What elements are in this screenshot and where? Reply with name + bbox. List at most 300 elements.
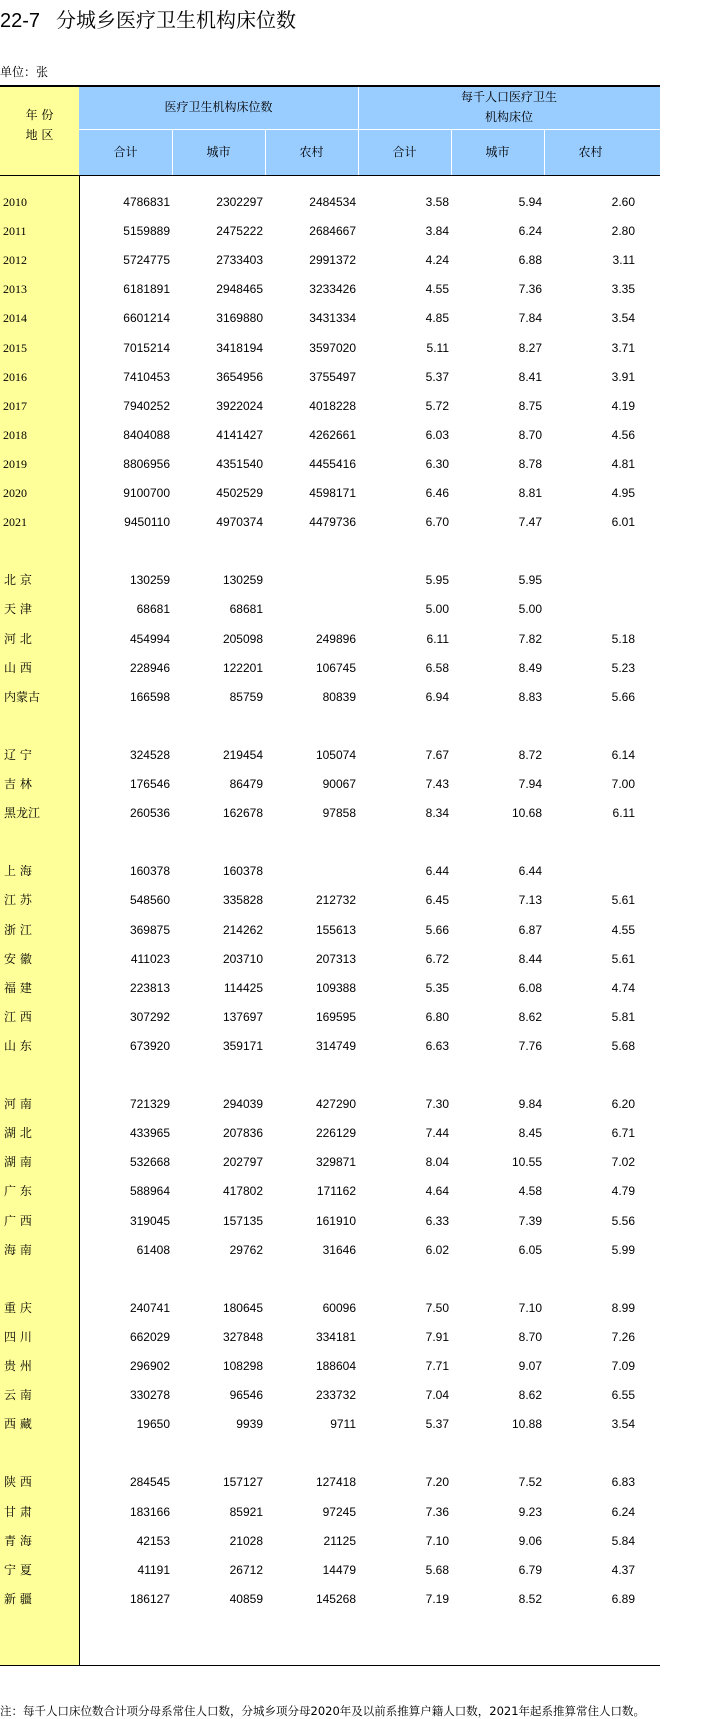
table-cell: 207313: [315, 951, 356, 966]
table-cell: 7.13: [518, 893, 542, 908]
table-cell: 6601214: [123, 311, 170, 326]
table-cell: 7.52: [518, 1475, 542, 1490]
table-cell: 335828: [222, 893, 263, 908]
table-cell: 9.23: [518, 1504, 542, 1519]
table-number: 22-7: [0, 10, 41, 32]
table-cell: 433965: [129, 1126, 170, 1141]
table-cell: 548560: [129, 893, 170, 908]
table-cell: 6.24: [611, 1504, 635, 1519]
table-cell: 9.07: [518, 1359, 542, 1373]
row-label-year: 2015: [3, 340, 27, 355]
table-cell: 6.05: [518, 1242, 542, 1257]
table-cell: 7.10: [425, 1533, 449, 1548]
row-label-region: 黑龙江: [4, 806, 41, 821]
table-cell: 6.33: [425, 1213, 449, 1228]
table-cell: 6.87: [518, 922, 542, 937]
table-cell: 5.00: [518, 602, 542, 617]
table-cell: 3431334: [309, 311, 356, 326]
table-cell: 6.45: [425, 893, 449, 908]
table-cell: 4351540: [216, 456, 263, 471]
table-cell: 7.91: [425, 1329, 449, 1344]
table-cell: 369875: [129, 922, 170, 937]
row-label-region: 陕 西: [4, 1475, 32, 1490]
table-cell: 330278: [129, 1388, 170, 1403]
row-label-region: 湖 南: [4, 1155, 32, 1170]
table-cell: 3654956: [216, 369, 263, 384]
header-divider-left: [79, 129, 358, 130]
table-cell: 9711: [330, 1417, 356, 1432]
row-label-year: 2020: [3, 486, 27, 500]
table-cell: 8.81: [518, 486, 542, 500]
table-cell: 97858: [322, 806, 356, 821]
row-label-region: 西 藏: [4, 1417, 32, 1432]
row-label-region: 甘 肃: [4, 1504, 32, 1519]
row-label-region: 山 东: [4, 1038, 32, 1053]
row-label-region: 福 建: [4, 980, 32, 995]
table-cell: 68681: [136, 602, 170, 617]
table-cell: 6.55: [611, 1388, 635, 1403]
row-label-year: 2017: [3, 398, 27, 413]
table-cell: 203710: [222, 951, 263, 966]
table-cell: 108298: [222, 1359, 263, 1373]
table-cell: 5.68: [611, 1038, 635, 1053]
header-col-total-per-thousand: 合计: [392, 145, 417, 159]
table-cell: 7015214: [123, 340, 170, 355]
table-cell: 8.62: [518, 1388, 542, 1403]
table-cell: 157127: [222, 1475, 263, 1490]
table-cell: 7.76: [518, 1038, 542, 1053]
table-cell: 7.67: [425, 747, 449, 762]
table-cell: 3418194: [216, 340, 263, 355]
table-cell: 223813: [129, 980, 170, 995]
table-cell: 7.00: [611, 777, 635, 791]
table-cell: 5.18: [611, 631, 635, 646]
header-group-per-thousand: 每千人口医疗卫生: [460, 90, 557, 104]
table-cell: 130259: [222, 573, 263, 588]
header-col-rural-per-thousand: 农村: [578, 145, 603, 159]
bottom-rule: [0, 1665, 660, 1666]
row-label-region: 云 南: [4, 1388, 32, 1403]
table-cell: 5.68: [425, 1562, 449, 1577]
header-col-urban-per-thousand: 城市: [485, 145, 510, 159]
table-cell: 296902: [129, 1359, 170, 1373]
table-cell: 228946: [129, 660, 170, 675]
table-cell: 5.95: [425, 573, 449, 588]
row-label-year: 2012: [3, 253, 27, 268]
table-cell: 6.70: [425, 515, 449, 530]
table-cell: 8.70: [518, 1329, 542, 1344]
table-cell: 6.88: [518, 253, 542, 268]
table-cell: 3.54: [611, 311, 635, 326]
table-cell: 5724775: [123, 253, 170, 268]
table-cell: 4141427: [216, 427, 263, 442]
table-cell: 6.11: [426, 631, 449, 646]
row-label-region: 河 北: [4, 631, 32, 646]
table-cell: 176546: [129, 777, 170, 791]
table-cell: 319045: [129, 1213, 170, 1228]
table-cell: 2684667: [309, 224, 356, 239]
table-cell: 284545: [129, 1475, 170, 1490]
table-cell: 4262661: [309, 427, 356, 442]
table-cell: 4.55: [611, 922, 635, 937]
table-cell: 411023: [130, 951, 170, 966]
table-cell: 8806956: [123, 456, 170, 471]
table-cell: 7.26: [611, 1329, 635, 1344]
table-cell: 6.08: [518, 980, 542, 995]
table-cell: 294039: [222, 1097, 263, 1112]
table-cell: 6.24: [518, 224, 542, 239]
table-cell: 8.45: [518, 1126, 542, 1141]
table-cell: 3169880: [216, 311, 263, 326]
table-cell: 9100700: [123, 486, 170, 500]
table-cell: 454994: [129, 631, 170, 646]
table-cell: 9450110: [124, 515, 170, 530]
table-cell: 2991372: [309, 253, 356, 268]
header-divider: [358, 129, 660, 130]
table-cell: 5.61: [611, 951, 635, 966]
table-cell: 8.75: [518, 398, 542, 413]
table-cell: 6.83: [611, 1475, 635, 1490]
footnote: 注：每千人口床位数合计项分母系常住人口数，分城乡项分母2020年及以前系推算户籍人口数，2021年起系推算常住人口数。: [0, 1704, 646, 1718]
top-rule: [0, 85, 660, 87]
table-cell: 10.68: [511, 806, 542, 821]
table-cell: 14479: [322, 1562, 356, 1577]
table-cell: 8.78: [518, 456, 542, 471]
table-cell: 7410453: [123, 369, 170, 384]
table-cell: 5.61: [611, 893, 635, 908]
table-cell: 7.10: [518, 1300, 542, 1315]
data-table: [0, 85, 660, 1666]
table-cell: 86479: [229, 777, 263, 791]
table-cell: 161910: [315, 1213, 356, 1228]
table-cell: 4.95: [611, 486, 635, 500]
table-cell: 359171: [222, 1038, 263, 1053]
table-cell: 3.11: [612, 253, 635, 268]
table-cell: 29762: [229, 1242, 263, 1257]
table-cell: 42153: [136, 1533, 170, 1548]
table-cell: 186127: [129, 1591, 170, 1606]
table-cell: 4970374: [216, 515, 263, 530]
row-label-year: 2019: [3, 456, 27, 471]
table-cell: 7.04: [425, 1388, 449, 1403]
table-cell: 6.20: [611, 1097, 635, 1112]
table-cell: 4598171: [309, 486, 356, 500]
table-cell: 249896: [315, 631, 356, 646]
table-cell: 7.82: [518, 631, 542, 646]
table-cell: 7.44: [425, 1126, 449, 1141]
table-cell: 5.11: [426, 340, 449, 355]
table-cell: 7.84: [518, 311, 542, 326]
row-label-region: 湖 北: [4, 1126, 32, 1141]
table-cell: 68681: [229, 602, 263, 617]
table-cell: 4455416: [309, 456, 356, 471]
table-cell: 41191: [137, 1562, 170, 1577]
table-cell: 7.71: [425, 1359, 449, 1373]
row-label-region: 天 津: [4, 602, 32, 617]
row-label-region: 河 南: [4, 1097, 32, 1112]
page-title: [0, 4, 296, 33]
table-cell: 2948465: [216, 282, 263, 297]
table-cell: 4.74: [611, 980, 635, 995]
table-cell: 162678: [222, 806, 263, 821]
row-label-region: 辽 宁: [4, 747, 32, 762]
unit-label: 单位：张: [0, 65, 49, 79]
table-cell: 324528: [129, 747, 170, 762]
row-label-region: 江 西: [4, 1009, 32, 1024]
table-cell: 8.49: [518, 660, 542, 675]
table-cell: 214262: [222, 922, 263, 937]
table-cell: 5.35: [425, 980, 449, 995]
row-label-region: 山 西: [4, 660, 32, 675]
table-cell: 31646: [322, 1242, 356, 1257]
table-cell: 90067: [322, 777, 356, 791]
table-cell: 6.14: [611, 747, 635, 762]
table-cell: 3.71: [611, 340, 635, 355]
table-cell: 127418: [315, 1475, 356, 1490]
table-cell: 2.60: [611, 195, 635, 209]
table-cell: 169595: [315, 1009, 356, 1024]
table-cell: 8.34: [425, 806, 449, 821]
table-cell: 105074: [315, 747, 356, 762]
table-cell: 4018228: [309, 398, 356, 413]
header-bottom-rule: [0, 175, 660, 176]
table-cell: 2484534: [309, 195, 356, 209]
table-cell: 9.84: [518, 1097, 542, 1112]
table-cell: 183166: [129, 1504, 170, 1519]
table-cell: 7.36: [518, 282, 542, 297]
header-col-urban: 城市: [206, 145, 231, 159]
table-cell: 7.09: [611, 1359, 635, 1373]
table-cell: 7.39: [518, 1213, 542, 1228]
table-cell: 8.99: [611, 1300, 635, 1315]
table-cell: 5.00: [425, 602, 449, 617]
table-cell: 5.37: [425, 1417, 449, 1432]
table-cell: 106745: [315, 660, 356, 675]
table-cell: 7.02: [611, 1155, 635, 1170]
table-cell: 6.03: [425, 427, 449, 442]
table-cell: 307292: [129, 1009, 170, 1024]
table-cell: 97245: [322, 1504, 356, 1519]
table-cell: 3.58: [425, 195, 449, 209]
table-cell: 2.80: [611, 224, 635, 239]
table-cell: 3233426: [309, 282, 356, 297]
table-cell: 205098: [222, 631, 263, 646]
table-title: 分城乡医疗卫生机构床位数: [56, 8, 297, 32]
table-cell: 202797: [222, 1155, 263, 1170]
row-label-region: 北 京: [4, 573, 32, 588]
table-cell: 6.71: [611, 1126, 635, 1141]
table-cell: 2475222: [216, 224, 263, 239]
table-cell: 4786831: [123, 195, 170, 209]
table-cell: 109388: [315, 980, 356, 995]
table-cell: 26712: [229, 1562, 263, 1577]
table-cell: 5.72: [425, 398, 449, 413]
table-cell: 4.79: [611, 1184, 635, 1199]
table-cell: 8.62: [518, 1009, 542, 1024]
table-cell: 6.30: [425, 456, 449, 471]
table-cell: 8.83: [518, 689, 542, 704]
table-cell: 8404088: [123, 427, 170, 442]
table-cell: 6.79: [518, 1562, 542, 1577]
table-cell: 171162: [316, 1184, 356, 1199]
table-cell: 3755497: [309, 369, 356, 384]
table-cell: 6.44: [518, 864, 542, 879]
table-cell: 2302297: [216, 195, 263, 209]
table-cell: 662029: [129, 1329, 170, 1344]
table-cell: 427290: [315, 1097, 356, 1112]
table-cell: 673920: [129, 1038, 170, 1053]
table-cell: 7.94: [518, 777, 542, 791]
table-cell: 721329: [129, 1097, 170, 1112]
table-cell: 3.54: [611, 1417, 635, 1432]
table-cell: 8.70: [518, 427, 542, 442]
table-cell: 21125: [323, 1533, 356, 1548]
row-label-region: 重 庆: [4, 1300, 32, 1315]
table-cell: 4.56: [611, 427, 635, 442]
table-cell: 3.91: [611, 369, 635, 384]
row-label-year: 2016: [3, 369, 27, 384]
table-cell: 3922024: [216, 398, 263, 413]
table-cell: 85759: [229, 689, 263, 704]
table-cell: 4.64: [425, 1184, 449, 1199]
row-label-year: 2018: [3, 427, 27, 442]
table-cell: 5.95: [518, 573, 542, 588]
table-cell: 7.20: [425, 1475, 449, 1490]
row-label-year: 2010: [3, 195, 27, 209]
table-cell: 329871: [315, 1155, 356, 1170]
table-cell: 327848: [222, 1329, 263, 1344]
table-cell: 19650: [136, 1417, 170, 1432]
table-cell: 160378: [222, 864, 263, 879]
table-cell: 188604: [315, 1359, 356, 1373]
table-cell: 6.02: [425, 1242, 449, 1257]
table-cell: 6.11: [612, 806, 635, 821]
table-cell: 85921: [229, 1504, 263, 1519]
table-cell: 21028: [229, 1533, 263, 1548]
table-cell: 7.43: [425, 777, 449, 791]
table-cell: 155613: [315, 922, 356, 937]
header-group-per-thousand-line2: 机构床位: [484, 110, 533, 124]
row-label-region: 上 海: [4, 864, 32, 879]
table-cell: 4.37: [611, 1562, 635, 1577]
row-label-year: 2014: [3, 311, 27, 326]
table-cell: 122201: [222, 660, 263, 675]
table-cell: 61408: [136, 1242, 170, 1257]
table-cell: 114425: [223, 980, 263, 995]
table-cell: 3.35: [611, 282, 635, 297]
table-cell: 10.55: [511, 1155, 542, 1170]
header-col-total: 合计: [113, 145, 138, 159]
table-cell: 5159889: [123, 224, 170, 239]
table-cell: 240741: [129, 1300, 170, 1315]
table-cell: 314749: [315, 1038, 356, 1053]
stub-header-region: 地 区: [25, 128, 54, 142]
table-cell: 4.19: [611, 398, 635, 413]
table-cell: 80839: [322, 689, 356, 704]
table-cell: 6.44: [425, 864, 449, 879]
row-label-region: 海 南: [4, 1242, 32, 1257]
table-cell: 212732: [315, 893, 356, 908]
row-label-region: 宁 夏: [4, 1562, 32, 1577]
table-cell: 4479736: [309, 515, 356, 530]
table-cell: 4.81: [611, 456, 635, 471]
row-label-region: 新 疆: [4, 1591, 32, 1606]
table-cell: 588964: [129, 1184, 170, 1199]
table-cell: 60096: [322, 1300, 356, 1315]
table-cell: 40859: [229, 1591, 263, 1606]
table-cell: 226129: [315, 1126, 356, 1141]
row-label-year: 2011: [3, 224, 27, 239]
table-cell: 6.94: [425, 689, 449, 704]
table-cell: 6.58: [425, 660, 449, 675]
table-cell: 207836: [222, 1126, 263, 1141]
table-cell: 3.84: [425, 224, 449, 239]
table-cell: 233732: [315, 1388, 356, 1403]
table-cell: 4.24: [425, 253, 449, 268]
table-cell: 260536: [129, 806, 170, 821]
row-label-year: 2013: [3, 282, 27, 297]
row-label-region: 贵 州: [4, 1359, 32, 1373]
row-label-region: 浙 江: [4, 922, 32, 937]
table-cell: 8.27: [518, 340, 542, 355]
table-cell: 219454: [222, 747, 263, 762]
table-cell: 5.37: [425, 369, 449, 384]
table-cell: 5.23: [611, 660, 635, 675]
table-cell: 137697: [222, 1009, 263, 1024]
stub-header-year: 年 份: [25, 108, 54, 122]
table-cell: 5.56: [611, 1213, 635, 1228]
table-cell: 145268: [315, 1591, 356, 1606]
table-cell: 2733403: [216, 253, 263, 268]
row-label-region: 青 海: [4, 1533, 32, 1548]
table-cell: 6.89: [611, 1591, 635, 1606]
table-cell: 6.72: [425, 951, 449, 966]
table-cell: 8.72: [518, 747, 542, 762]
row-label-region: 吉 林: [4, 777, 32, 791]
table-cell: 8.41: [518, 369, 542, 384]
table-cell: 96546: [229, 1388, 263, 1403]
table-cell: 7.19: [425, 1591, 449, 1606]
table-cell: 5.66: [611, 689, 635, 704]
table-cell: 180645: [222, 1300, 263, 1315]
table-cell: 9.06: [518, 1533, 542, 1548]
table-cell: 157135: [222, 1213, 263, 1228]
table-cell: 6.80: [425, 1009, 449, 1024]
table-cell: 5.66: [425, 922, 449, 937]
row-label-region: 江 苏: [4, 893, 32, 908]
table-cell: 334181: [315, 1329, 356, 1344]
table-cell: 5.99: [611, 1242, 635, 1257]
table-cell: 130259: [129, 573, 170, 588]
table-cell: 7.50: [425, 1300, 449, 1315]
table-cell: 166598: [129, 689, 170, 704]
table-cell: 8.04: [425, 1155, 449, 1170]
header-group-beds: 医疗卫生机构床位数: [164, 100, 273, 114]
row-label-year: 2021: [3, 515, 27, 530]
row-label-region: 内蒙古: [4, 689, 41, 704]
header-col-rural: 农村: [299, 145, 324, 159]
table-cell: 6.63: [425, 1038, 449, 1053]
row-label-region: 广 东: [4, 1184, 32, 1199]
table-cell: 7.30: [425, 1097, 449, 1112]
table-cell: 4.55: [425, 282, 449, 297]
table-cell: 8.44: [518, 951, 542, 966]
table-cell: 10.88: [511, 1417, 542, 1432]
table-cell: 3597020: [309, 340, 356, 355]
table-cell: 4.85: [425, 311, 449, 326]
row-label-region: 广 西: [4, 1213, 32, 1228]
table-cell: 9939: [236, 1417, 263, 1432]
